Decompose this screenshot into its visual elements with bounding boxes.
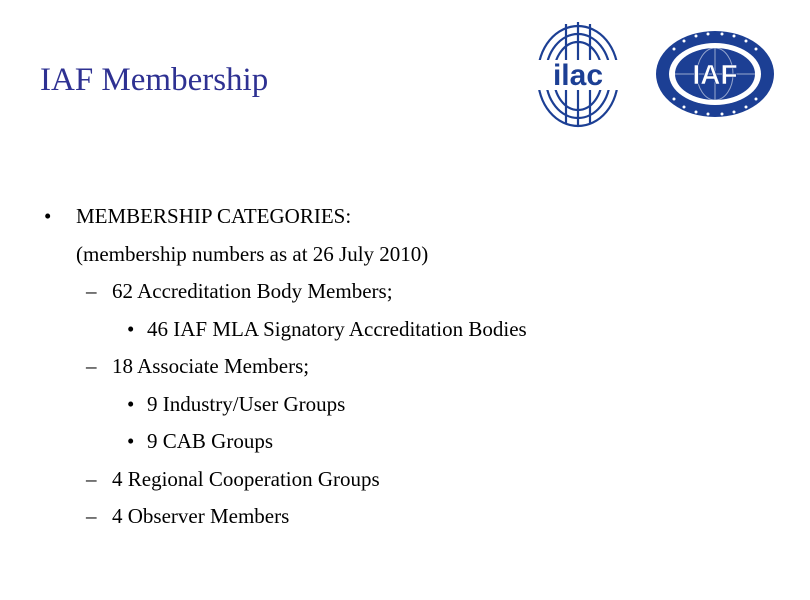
list-item: – 4 Observer Members (44, 498, 784, 536)
ilac-logo (528, 18, 628, 130)
list-item: • 9 Industry/User Groups (44, 386, 784, 424)
list-item: – 18 Associate Members; (44, 348, 784, 386)
page-title: IAF Membership (40, 62, 269, 98)
logo-group (528, 18, 798, 130)
iaf-logo (654, 29, 776, 119)
list-item: – 62 Accreditation Body Members; (44, 273, 784, 311)
list-item-heading: • MEMBERSHIP CATEGORIES: (44, 198, 784, 236)
list-item: • 46 IAF MLA Signatory Accreditation Bodies (44, 311, 784, 349)
list-item: • 9 CAB Groups (44, 423, 784, 461)
slide-body (44, 198, 784, 536)
list-item-subheading: (membership numbers as at 26 July 2010) (76, 241, 429, 266)
iaf-logo-text: IAF (692, 59, 738, 90)
ilac-logo-text: ilac (552, 59, 604, 92)
list-item: – 4 Regional Cooperation Groups (44, 461, 784, 499)
